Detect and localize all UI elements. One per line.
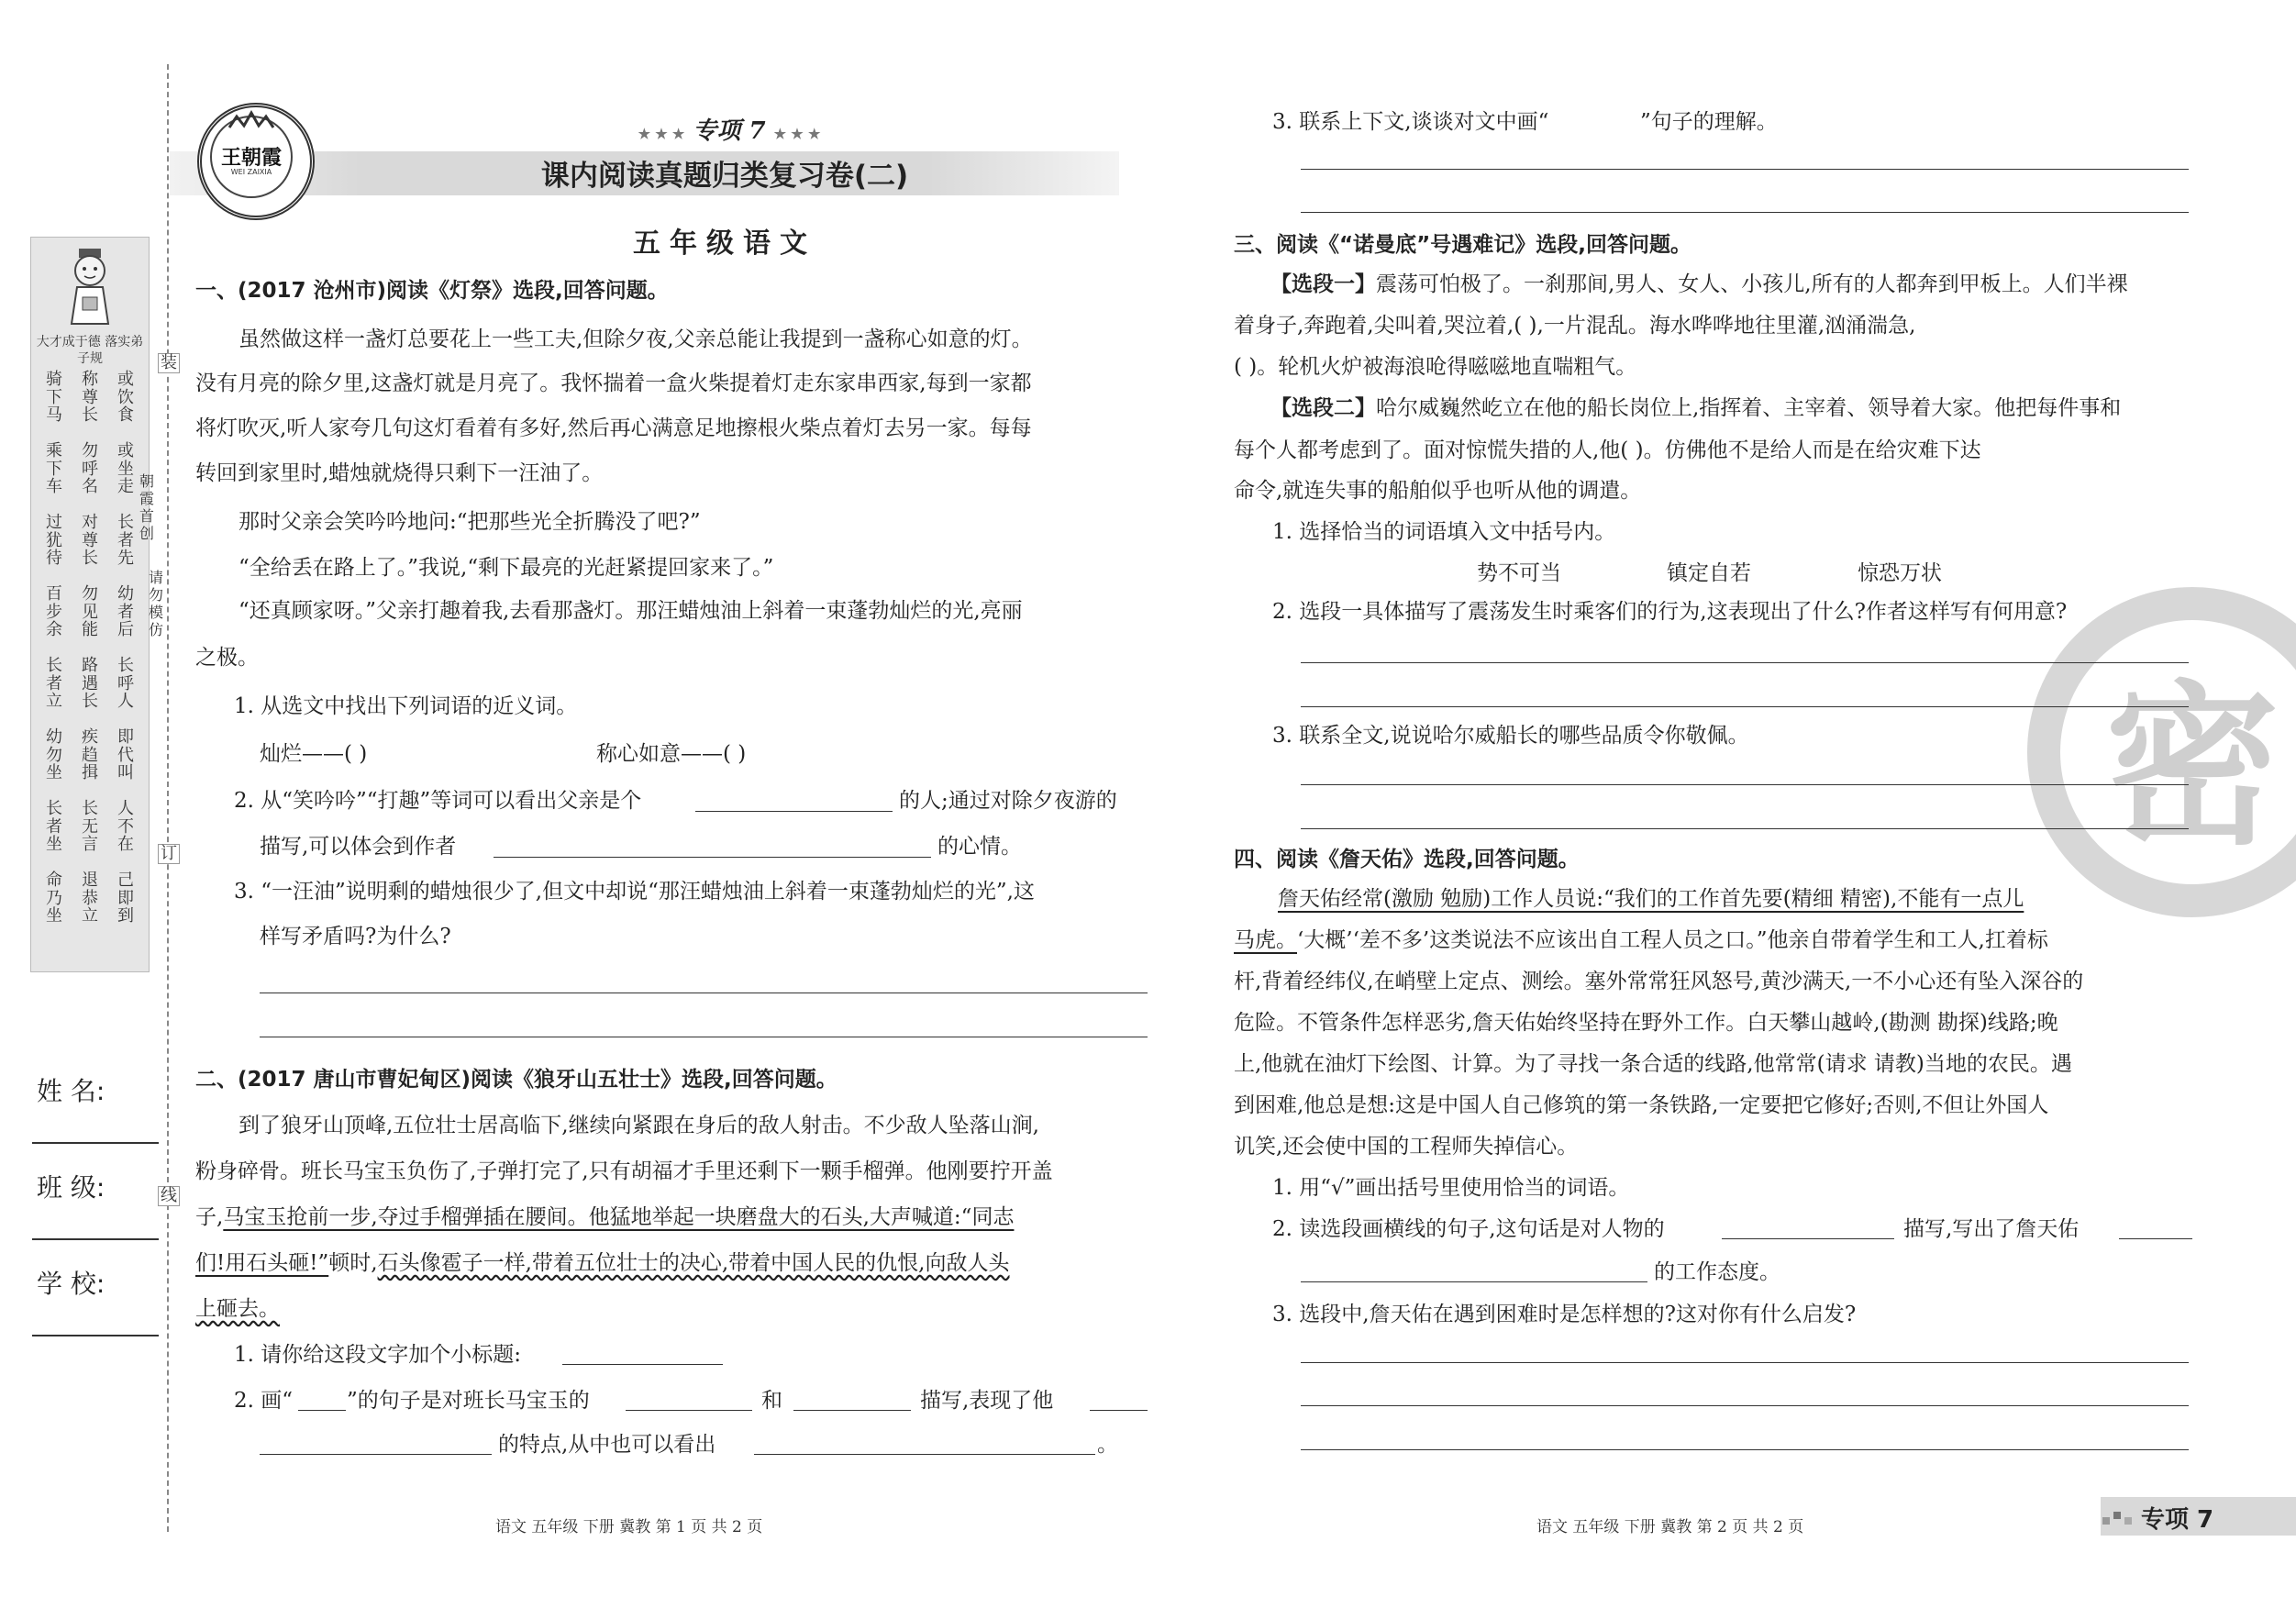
s2-underlined-sentence-2: 们!用石头砸!” <box>195 1251 329 1275</box>
s3-question-1: 1. 选择恰当的词语填入文中括号内。 <box>1272 520 1616 544</box>
s4-line7: 讥笑,还会使中国的工程师失掉信心。 <box>1234 1135 1579 1159</box>
s2-q2-blank-5[interactable] <box>754 1454 1095 1455</box>
s2-q2-blank-3[interactable] <box>1090 1410 1148 1411</box>
s1-para3: “全给丢在路上了。”我说,“剩下最亮的光赶紧提回家来了。” <box>238 556 774 580</box>
s2-q2-blank-2[interactable] <box>793 1410 911 1411</box>
binding-mark-1: 装 <box>158 353 180 373</box>
series-number: 专项 7 <box>693 117 766 145</box>
s1-q2-text-a: 2. 从“笑吟吟”“打趣”等词可以看出父亲是个 <box>234 789 642 813</box>
motto-col: 或饮食 或坐走 长者先 幼者后 长呼人 即代叫 人不在 己即到 <box>117 370 134 926</box>
logo-text: 王朝霞 <box>220 146 282 170</box>
s3-para2-line3: 命令,就连失事的船舶似乎也听从他的调遣。 <box>1234 479 1642 503</box>
s2-q2-text-c: 和 <box>761 1389 782 1413</box>
s3-para1-line3: ( )。轮机火炉被海浪呛得嗞嗞地直喘粗气。 <box>1234 355 1637 379</box>
s4-question-3: 3. 选段中,詹天佑在遇到困难时是怎样想的?这对你有什么启发? <box>1272 1303 1857 1326</box>
section-2-title: 二、(2017 唐山市曹妃甸区)阅读《狼牙山五壮士》选段,回答问题。 <box>195 1068 837 1092</box>
s2-underlined-sentence-1: 马宝玉抢前一步,夺过手榴弹插在腰间。他猛地举起一块磨盘大的石头,大声喊道:“同志 <box>223 1205 1015 1229</box>
s1-q2-blank-2[interactable] <box>494 857 931 858</box>
s2-question-1: 1. 请你给这段文字加个小标题: <box>234 1343 522 1367</box>
s4-line5: 上,他就在油灯下绘图、计算。为了寻找一条合适的线路,他常常(请求 请教)当地的农民。遇 <box>1234 1052 2072 1076</box>
s4-line4: 危险。不管条件怎样恶劣,詹天佑始终坚持在野外工作。白天攀山越岭,(勘测 勘探)线路;晚 <box>1234 1011 2058 1035</box>
p2-q3-text-a: 3. 联系上下文,谈谈对文中画“ <box>1272 110 1549 134</box>
section-1-title: 一、(2017 沧州市)阅读《灯祭》选段,回答问题。 <box>195 279 669 303</box>
s3-question-2: 2. 选段一具体描写了震荡发生时乘客们的行为,这表现出了什么?作者这样写有何用意? <box>1272 600 2068 624</box>
s1-q1-blank-a[interactable]: 灿烂——( ) <box>260 742 368 766</box>
watermark-seal <box>2027 587 2296 917</box>
s2-line5: 上砸去。 <box>195 1297 280 1321</box>
s4-q2-text-c: 的工作态度。 <box>1654 1260 1780 1284</box>
s2-q2-text-e: 的特点,从中也可以看出 <box>498 1433 716 1457</box>
s2-q2-blank-4[interactable] <box>260 1454 492 1455</box>
seal-char: 密 <box>2104 665 2280 869</box>
s1-q1-blank-b[interactable]: 称心如意——( ) <box>596 742 747 766</box>
page-subtitle: 五年级语文 <box>633 227 816 260</box>
s4-line6: 到困难,他总是想:这是中国人自己修筑的第一条铁路,一定要把它修好;否则,不但让外国人 <box>1234 1093 2049 1117</box>
s2-q2-text-b: ”的句子是对班长马宝玉的 <box>347 1389 590 1413</box>
series-tag-label: 专项 7 <box>2141 1506 2214 1534</box>
side-note-2: 请勿模仿 <box>148 569 163 638</box>
s4-q2-blank-1[interactable] <box>1722 1238 1894 1239</box>
s3-q1-option-2: 镇定自若 <box>1667 561 1751 585</box>
s4-q3-answer-line-3[interactable] <box>1301 1449 2189 1450</box>
s1-q3-line2: 样写矛盾吗?为什么? <box>260 925 451 948</box>
s3-para2-line2: 每个人都考虑到了。面对惊慌失措的人,他( )。仿佛他不是给人而是在给灾难下达 <box>1234 438 1981 462</box>
p2-q3-answer-line-1[interactable] <box>1301 169 2189 170</box>
page-2-footer: 语文 五年级 下册 冀教 第 2 页 共 2 页 <box>1536 1518 1804 1536</box>
logo-subtext: WEI ZAIXIA <box>230 168 272 176</box>
page-1-footer: 语文 五年级 下册 冀教 第 1 页 共 2 页 <box>495 1518 763 1536</box>
s1-para1-line4: 转回到家里时,蜡烛就烧得只剩下一汪油了。 <box>195 461 604 485</box>
s4-q2-text-b: 描写,写出了詹天佑 <box>1903 1217 2080 1241</box>
s3-q1-option-3: 惊恐万状 <box>1858 561 1942 585</box>
s4-q2-blank-3[interactable] <box>1301 1281 1647 1282</box>
s1-para4-line1: “还真顾家呀。”父亲打趣着我,去看那盏灯。那汪蜡烛油上斜着一束蓬勃灿烂的光,亮丽 <box>238 599 1023 623</box>
p2-q3-text-b: ”句子的理解。 <box>1640 110 1778 134</box>
s2-q2-blank-1[interactable] <box>626 1410 752 1411</box>
stars-right: ★ ★ ★ <box>773 126 821 142</box>
s4-q2-text-a: 2. 读选段画横线的句子,这句话是对人物的 <box>1272 1217 1665 1241</box>
section-4-title: 四、阅读《詹天佑》选段,回答问题。 <box>1234 848 1580 871</box>
s2-q2-text-a: 2. 画“ <box>234 1389 294 1413</box>
s1-para2: 那时父亲会笑吟吟地问:“把那些光全折腾没了吧?” <box>238 510 701 534</box>
s4-q3-answer-line-2[interactable] <box>1301 1405 2189 1406</box>
s3-q1-option-1: 势不可当 <box>1477 561 1561 585</box>
s1-question-1: 1. 从选文中找出下列词语的近义词。 <box>234 694 578 718</box>
s4-line3: 杆,背着经纬仪,在峭壁上定点、测绘。塞外常常狂风怒号,黄沙满天,一不小心还有坠入深谷的 <box>1234 970 2084 993</box>
s2-q2-line-sample <box>298 1410 346 1411</box>
s2-wavy-sentence: 石头像雹子一样,带着五位壮士的决心,带着中国人民的仇恨,向敌人头 <box>377 1251 1010 1275</box>
binding-mark-2: 订 <box>158 844 180 864</box>
school-label: 学 校: <box>37 1269 105 1299</box>
s1-para1-line1: 虽然做这样一盏灯总要花上一些工夫,但除夕夜,父亲总能让我提到一盏称心如意的灯。 <box>238 327 1033 351</box>
s1-q3-line1: 3. “一汪油”说明剩的蜡烛很少了,但文中却说“那汪蜡烛油上斜着一束蓬勃灿烂的光”,这 <box>234 880 1035 904</box>
s1-para4-line2: 之极。 <box>195 646 259 670</box>
s3-para1-line1: 【选段一】震荡可怕极了。一刹那间,男人、女人、小孩儿,所有的人都奔到甲板上。人们半裸 <box>1270 272 2128 296</box>
s1-q2-text-b: 的人;通过对除夕夜游的 <box>899 789 1117 813</box>
s2-q1-blank[interactable] <box>562 1364 723 1365</box>
section-3-title: 三、阅读《“诺曼底”号遇难记》选段,回答问题。 <box>1234 233 1691 257</box>
s2-line2: 粉身碎骨。班长马宝玉负伤了,子弹打完了,只有胡福才手里还剩下一颗手榴弹。他刚要拧开盖 <box>195 1159 1053 1183</box>
motto-col: 骑下马 乘下车 过犹待 百步余 长者立 幼勿坐 长者坐 命乃坐 <box>46 370 62 926</box>
page-title: 课内阅读真题归类复习卷(二) <box>540 160 909 193</box>
motto-col: 称尊长 勿呼名 对尊长 勿见能 路遇长 疾趋揖 长无言 退恭立 <box>82 370 98 926</box>
s1-para1-line2: 没有月亮的除夕里,这盏灯就是月亮了。我怀揣着一盒火柴提着灯走东家串西家,每到一家都 <box>195 372 1032 395</box>
s4-line2: 马虎。‘大概’‘差不多’这类说法不应该出自工程人员之口。”他亲自带着学生和工人,扛着标 <box>1234 928 2048 952</box>
name-label: 姓 名: <box>37 1076 105 1106</box>
tag-decoration <box>2101 1504 2137 1528</box>
motto-heading: 大才成于德 落实弟子规 <box>36 335 144 366</box>
s1-para1-line3: 将灯吹灭,听人家夸几句这灯看着有多好,然后再心满意足地擦根火柴点着灯去另一家。每每 <box>195 416 1032 440</box>
s2-line3: 子,马宝玉抢前一步,夺过手榴弹插在腰间。他猛地举起一块磨盘大的石头,大声喊道:“同志 <box>195 1205 1015 1229</box>
series-tag <box>2101 1497 2296 1536</box>
s4-q2-blank-2[interactable] <box>2119 1238 2192 1239</box>
s1-q2-blank-1[interactable] <box>695 811 893 812</box>
s2-q2-text-d: 描写,表现了他 <box>920 1389 1054 1413</box>
class-label: 班 级: <box>37 1172 105 1203</box>
s4-question-1: 1. 用“√”画出括号里使用恰当的词语。 <box>1272 1176 1630 1200</box>
binding-mark-3: 线 <box>158 1186 180 1206</box>
stars-left: ★ ★ ★ <box>638 126 685 142</box>
s2-line4: 们!用石头砸!”顿时,石头像雹子一样,带着五位壮士的决心,带着中国人民的仇恨,向敌人头 <box>195 1251 1010 1275</box>
p2-q3-answer-line-2[interactable] <box>1301 212 2189 213</box>
s4-q3-answer-line-1[interactable] <box>1301 1362 2189 1363</box>
s1-q2-text-d: 的心情。 <box>937 835 1022 859</box>
s3-para1-line2: 着身子,奔跑着,尖叫着,哭泣着,( ),一片混乱。海水哗哗地往里灌,汹涌湍急, <box>1234 314 1916 338</box>
s3-para2-line1: 【选段二】哈尔威巍然屹立在他的船长岗位上,指挥着、主宰着、领导着大家。他把每件事和 <box>1270 396 2122 420</box>
s3-question-3: 3. 联系全文,说说哈尔威船长的哪些品质令你敬佩。 <box>1272 724 1749 748</box>
s2-line1: 到了狼牙山顶峰,五位壮士居高临下,继续向紧跟在身后的敌人射击。不少敌人坠落山涧, <box>238 1114 1039 1137</box>
s1-q2-text-c: 描写,可以体会到作者 <box>260 835 457 859</box>
side-note-1: 朝霞首创 <box>139 472 154 542</box>
s4-line1: 詹天佑经常(激励 勉励)工作人员说:“我们的工作首先要(精细 精密),不能有一点儿 <box>1278 887 2024 911</box>
s2-q2-period: 。 <box>1097 1433 1118 1457</box>
